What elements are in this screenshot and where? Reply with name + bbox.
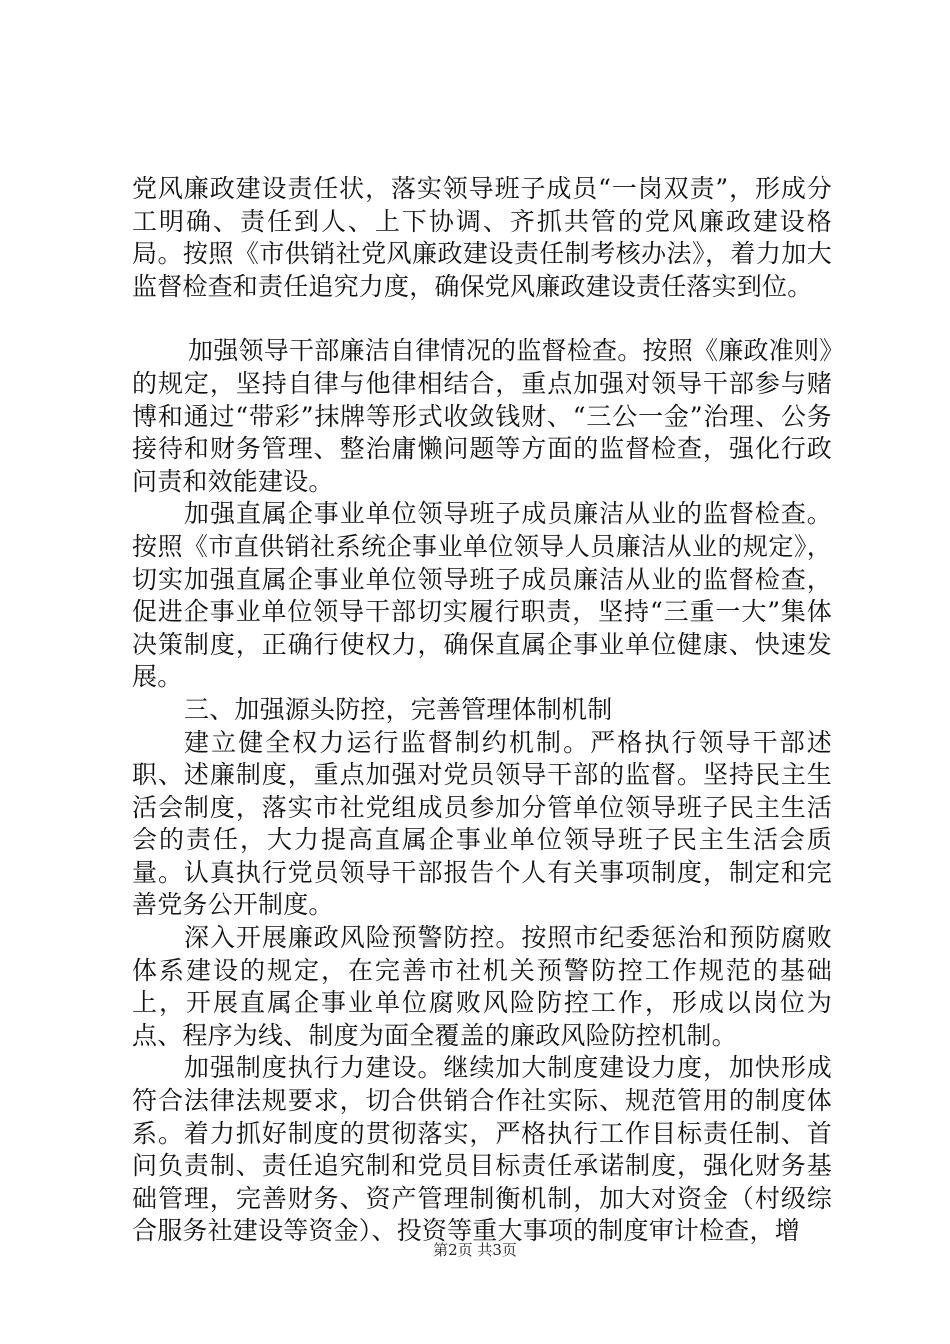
paragraph-risk-prevention: 深入开展廉政风险预警防控。按照市纪委惩治和预防腐败体系建设的规定，在完善市社机关预警防控工作规范的基础上，开展直属企事业单位腐败风险防控工作，形成以岗位为点、程序为线、制度为面全覆盖的廉政风险防控机制。 <box>132 923 832 1050</box>
page-number-footer: 第2页 共3页 <box>433 1241 517 1259</box>
paragraph-system-execution: 加强制度执行力建设。继续加大制度建设力度，加快形成符合法律法规要求，切合供销合作社实际、规范管用的制度体系。着力抓好制度的贯彻落实，严格执行工作目标责任制、首问负责制、责任追究制和党员目标责任承诺制度，强化财务基础管理，完善财务、资产管理制衡机制，加大对资金（村级综合服务社建设等资金）、投资等重大事项的制度审计检查，增 <box>132 1053 832 1246</box>
section-heading-source-control: 三、加强源头防控，完善管理体制机制 <box>184 694 613 724</box>
paragraph-enterprise-integrity-inspection: 加强直属企事业单位领导班子成员廉洁从业的监督检查。按照《市直供销社系统企事业单位领导人员廉洁从业的规定》，切实加强直属企事业单位领导班子成员廉洁从业的监督检查，促进企事业单位领导干部切实履行职责，坚持“三重一大”集体决策制度，正确行使权力，确保直属企事业单位健康、快速发展。 <box>132 499 832 692</box>
paragraph-responsibility-system: 党风廉政建设责任状，落实领导班子成员“一岗双责”，形成分工明确、责任到人、上下协调、齐抓共管的党风廉政建设格局。按照《市供销社党风廉政建设责任制考核办法》，着力加大监督检查和责任追究力度，确保党风廉政建设责任落实到位。 <box>132 174 832 301</box>
paragraph-self-discipline-inspection: 加强领导干部廉洁自律情况的监督检查。按照《廉政准则》的规定，坚持自律与他律相结合，重点加强对领导干部参与赌博和通过“带彩”抹牌等形式收敛钱财、“三公一金”治理、公务接待和财务管理、整治庸懒问题等方面的监督检查，强化行政问责和效能建设。 <box>132 336 832 496</box>
paragraph-spacer <box>132 303 832 335</box>
paragraph-power-supervision: 建立健全权力运行监督制约机制。严格执行领导干部述职、述廉制度，重点加强对党员领导干部的监督。坚持民主生活会制度，落实市社党组成员参加分管单位领导班子民主生活会的责任，大力提高直属企事业单位领导班子民主生活会质量。认真执行党员领导干部报告个人有关事项制度，制定和完善党务公开制度。 <box>132 727 832 920</box>
document-body <box>132 173 832 1248</box>
